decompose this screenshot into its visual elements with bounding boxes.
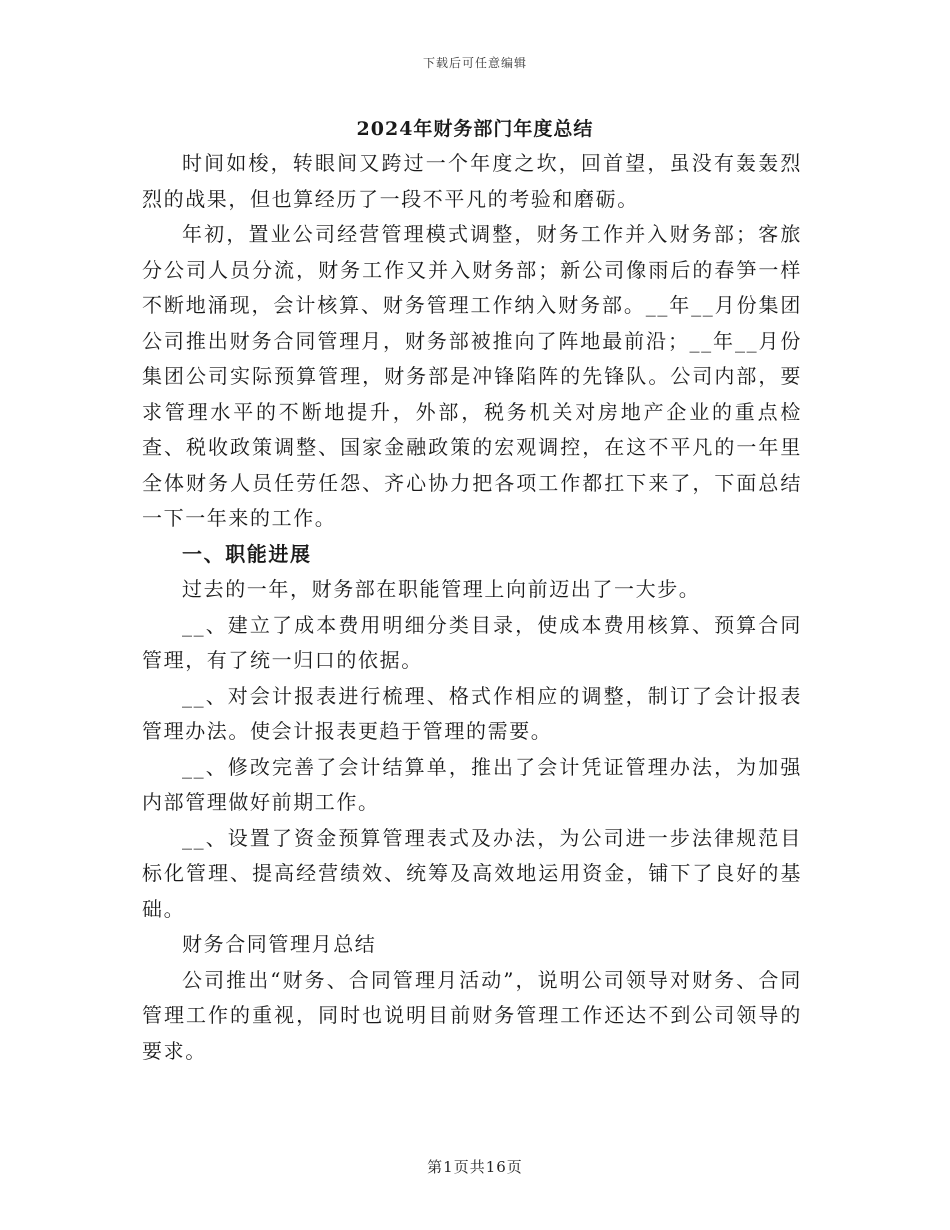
page-header-note: 下载后可任意编辑 bbox=[422, 56, 527, 70]
subheading-contract-month: 财务合同管理月总结 bbox=[182, 932, 377, 956]
list-item-report-format: __、对会计报表进行梳理、格式作相应的调整，制订了会计报表管理办法。使会计报表更趋于管理的需要。 bbox=[142, 683, 802, 743]
list-item-settlement-voucher: __、修改完善了会计结算单，推出了会计凭证管理办法，为加强内部管理做好前期工作。 bbox=[142, 754, 802, 814]
document-title: 2024年财务部门年度总结 bbox=[356, 118, 594, 140]
section-heading-function-progress: 一、职能进展 bbox=[182, 541, 312, 566]
paragraph-contract-month: 公司推出“财务、合同管理月活动”，说明公司领导对财务、合同管理工作的重视，同时也说明目前财务管理工作还达不到公司领导的要求。 bbox=[142, 967, 802, 1063]
list-item-fund-budget: __、设置了资金预算管理表式及办法，为公司进一步法律规范目标化管理、提高经营绩效、统筹及高效地运用资金，铺下了良好的基础。 bbox=[142, 825, 802, 921]
paragraph-intro: 时间如梭，转眼间又跨过一个年度之坎，回首望，虽没有轰轰烈烈的战果，但也算经历了一段不平凡的考验和磨砺。 bbox=[142, 151, 802, 211]
page-number: 第1页共16页 bbox=[427, 1158, 523, 1176]
document-body bbox=[142, 146, 802, 1069]
list-item-cost-catalog: __、建立了成本费用明细分类目录，使成本费用核算、预算合同管理，有了统一归口的依据。 bbox=[142, 612, 802, 672]
paragraph-function-summary: 过去的一年，财务部在职能管理上向前迈出了一大步。 bbox=[182, 577, 701, 601]
paragraph-background: 年初，置业公司经营管理模式调整，财务工作并入财务部；客旅分公司人员分流，财务工作又并入财务部；新公司像雨后的春笋一样不断地涌现，会计核算、财务管理工作纳入财务部。__年__月份集团公司推出财务合同管理月，财务部被推向了阵地最前沿；__年__月份集团公司实际预算管理，财务部是冲锋陷阵的先锋队。公司内部，要求管理水平的不断地提升，外部，税务机关对房地产企业的重点检查、税收政策调整、国家金融政策的宏观调控，在这不平凡的一年里全体财务人员任劳任怨、齐心协力把各项工作都扛下来了，下面总结一下一年来的工作。 bbox=[142, 222, 802, 530]
